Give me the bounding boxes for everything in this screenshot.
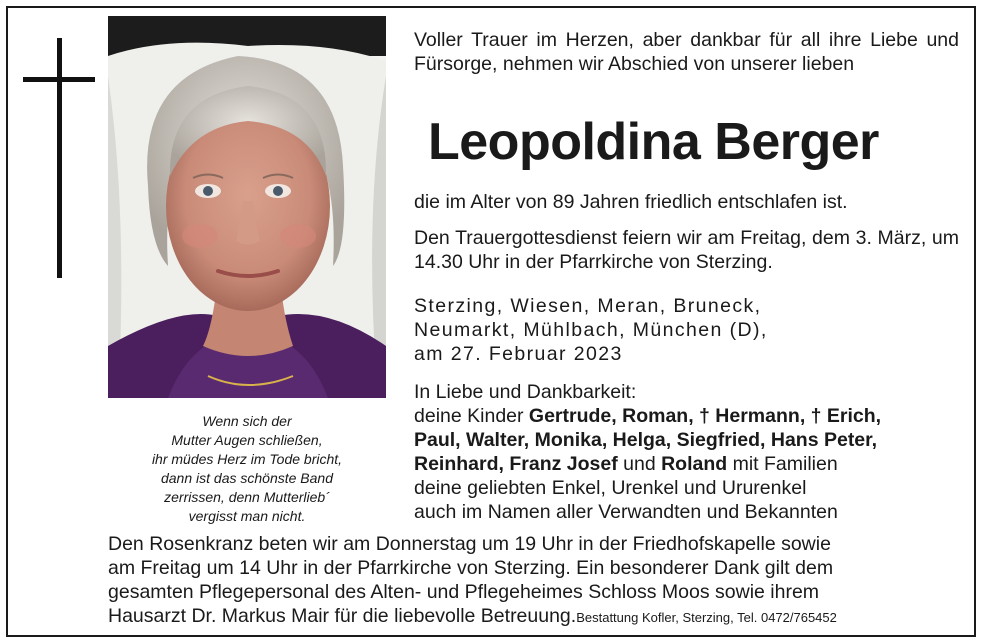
- closing-line: Den Rosenkranz beten wir am Donnerstag um 19 Uhr in der Friedhofskapelle sowie: [108, 533, 831, 555]
- children-names: Gertrude, Roman, † Hermann, † Erich,: [528, 405, 882, 427]
- places-line: Neumarkt, Mühlbach, München (D),: [414, 319, 768, 341]
- children-names: Reinhard, Franz Josef: [414, 453, 618, 475]
- family-line: [414, 452, 959, 476]
- children-names: Paul, Walter, Monika, Helga, Siegfried, Hans Peter,: [414, 429, 878, 451]
- service-info: Den Trauergottesdienst feiern wir am Freitag, dem 3. März, um 14.30 Uhr in der Pfarrkirche von Sterzing.: [414, 227, 959, 273]
- closing-line: Hausarzt Dr. Markus Mair für die liebevolle Betreuung.: [108, 605, 577, 627]
- age-line: die im Alter von 89 Jahren friedlich entschlafen ist.: [414, 191, 848, 213]
- intro-text: Voller Trauer im Herzen, aber dankbar für all ihre Liebe und Fürsorge, nehmen wir Abschied von unserer lieben: [414, 29, 959, 75]
- family-intro: In Liebe und Dankbarkeit:: [414, 381, 637, 403]
- portrait-photo: [108, 16, 386, 398]
- poem-line: Wenn sich der: [202, 413, 292, 429]
- poem-line: vergisst man nicht.: [188, 508, 306, 524]
- children-names: Roland: [661, 453, 728, 475]
- poem-line: dann ist das schönste Band: [160, 470, 333, 486]
- poem-line: Mutter Augen schließen,: [171, 432, 323, 448]
- family-prefix: deine Kinder: [414, 405, 529, 427]
- poem: [108, 412, 386, 526]
- family-line: [414, 428, 959, 452]
- places-line: Sterzing, Wiesen, Meran, Bruneck,: [414, 295, 762, 317]
- family-line: auch im Namen aller Verwandten und Bekannten: [414, 501, 838, 523]
- family-suffix: mit Familien: [727, 453, 838, 475]
- undertaker-info: Bestattung Kofler, Sterzing, Tel. 0472/765452: [576, 610, 837, 625]
- poem-line: zerrissen, denn Mutterlieb´: [164, 489, 330, 505]
- conjunction: und: [617, 453, 662, 475]
- deceased-name: Leopoldina Berger: [428, 113, 879, 171]
- date-line: am 27. Februar 2023: [414, 343, 623, 365]
- closing-line: am Freitag um 14 Uhr in der Pfarrkirche von Sterzing. Ein besonderer Dank gilt dem: [108, 557, 834, 579]
- family-list: [414, 380, 959, 524]
- closing-text: [108, 532, 958, 630]
- poem-line: ihr müdes Herz im Tode bricht,: [151, 451, 343, 467]
- closing-line: gesamten Pflegepersonal des Alten- und Pflegeheimes Schloss Moos sowie ihrem: [108, 581, 820, 603]
- family-line: deine geliebten Enkel, Urenkel und Ururenkel: [414, 477, 807, 499]
- family-line: [414, 404, 959, 428]
- places-date: [414, 294, 959, 366]
